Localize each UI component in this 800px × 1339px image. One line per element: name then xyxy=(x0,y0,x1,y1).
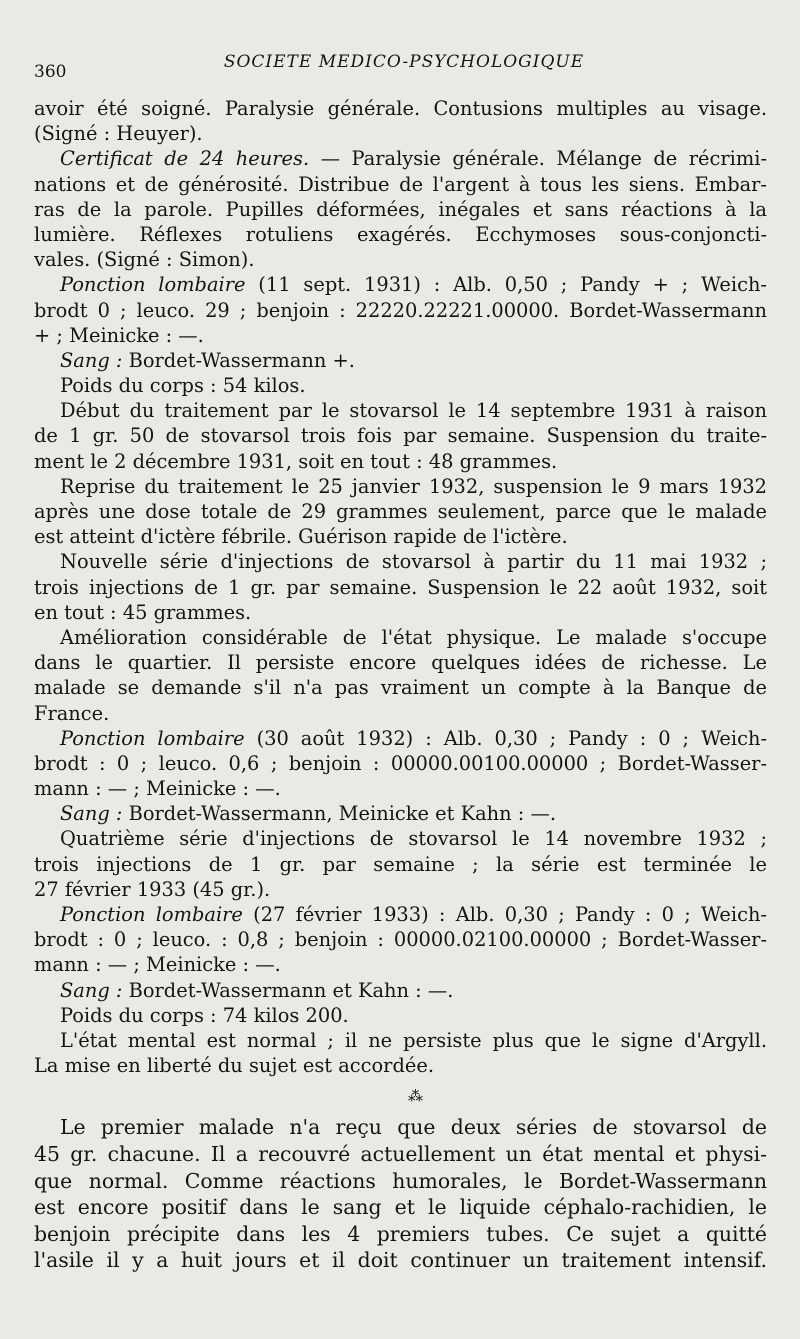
text-line: trois injections de 1 gr. par semaine ; la série est terminée le xyxy=(34,852,767,876)
text-line: Reprise du traitement le 25 janvier 1932, suspension le 9 mars 1932 xyxy=(60,474,767,498)
text-line: Le premier malade n'a reçu que deux séries de stovarsol de xyxy=(60,1115,767,1140)
text-line: avoir été soigné. Paralysie générale. Contusions multiples au visage. xyxy=(34,97,767,120)
text-line: brodt 0 ; leuco. 29 ; benjoin : 22220.22221.00000. Bordet-Wassermann xyxy=(34,298,767,322)
text-line: 27 février 1933 (45 gr.). xyxy=(34,877,271,901)
closing-paragraph xyxy=(34,1114,767,1274)
text-line: de 1 gr. 50 de stovarsol trois fois par semaine. Suspension du traite- xyxy=(34,424,767,448)
text-line: Ponction lombaire (11 sept. 1931) : Alb. 0,50 ; Pandy + ; Weich- xyxy=(60,273,767,297)
text-line: nations et de générosité. Distribue de l'argent à tous les siens. Embar- xyxy=(34,172,767,196)
text-line: Sang : Bordet-Wassermann et Kahn : —. xyxy=(60,978,454,1002)
text-line: Poids du corps : 54 kilos. xyxy=(60,374,306,398)
text-line: malade se demande s'il n'a pas vraiment un compte à la Banque de xyxy=(34,676,767,700)
body-text xyxy=(34,96,767,1274)
text-line: L'état mental est normal ; il ne persiste plus que le signe d'Argyll. xyxy=(60,1028,767,1052)
text-line: Poids du corps : 74 kilos 200. xyxy=(60,1003,349,1027)
text-line: Amélioration considérable de l'état physique. Le malade s'occupe xyxy=(60,625,767,649)
text-line: 45 gr. chacune. Il a recouvré actuellement un état mental et physi- xyxy=(34,1141,767,1166)
text-line: benjoin précipite dans les 4 premiers tubes. Ce sujet a quitté xyxy=(34,1221,767,1246)
text-line: dans le quartier. Il persiste encore quelques idées de richesse. Le xyxy=(34,651,767,675)
running-head: SOCIETE MEDICO-PSYCHOLOGIQUE xyxy=(223,52,585,72)
text-line: lumière. Réflexes rotuliens exagérés. Ecchymoses sous-conjoncti- xyxy=(34,222,767,246)
italic-heading: Ponction lombaire xyxy=(60,726,245,750)
text-line: + ; Meinicke : —. xyxy=(34,323,204,347)
text-line: que normal. Comme réactions humorales, le Bordet-Wassermann xyxy=(34,1168,767,1193)
text-line: ment le 2 décembre 1931, soit en tout : 48 grammes. xyxy=(34,449,558,473)
section-separator: ⁂ xyxy=(408,1087,423,1106)
italic-heading: Sang : xyxy=(60,348,123,372)
text-line: en tout : 45 grammes. xyxy=(34,600,252,624)
text-line: est encore positif dans le sang et le liquide céphalo-rachidien, le xyxy=(34,1195,767,1220)
text-line: Sang : Bordet-Wassermann, Meinicke et Kahn : —. xyxy=(60,802,557,826)
italic-heading: Sang : xyxy=(60,978,123,1002)
text-line: Quatrième série d'injections de stovarsol le 14 novembre 1932 ; xyxy=(60,827,767,851)
text-line: mann : — ; Meinicke : —. xyxy=(34,777,281,801)
text-line: Certificat de 24 heures. — Paralysie générale. Mélange de récrimi- xyxy=(60,147,767,171)
page-number: 360 xyxy=(34,62,67,82)
text-line: (Signé : Heuyer). xyxy=(34,122,203,146)
text-line: brodt : 0 ; leuco. : 0,8 ; benjoin : 00000.02100.00000 ; Bordet-Wasser- xyxy=(34,928,767,952)
text-line: est atteint d'ictère fébrile. Guérison rapide de l'ictère. xyxy=(34,525,568,549)
text-line: après une dose totale de 29 grammes seulement, parce que le malade xyxy=(34,500,767,523)
text-line: vales. (Signé : Simon). xyxy=(34,248,255,272)
text-line: Ponction lombaire (27 février 1933) : Alb. 0,30 ; Pandy : 0 ; Weich- xyxy=(60,903,767,926)
page-header xyxy=(34,50,774,80)
text-line: ras de la parole. Pupilles déformées, inégales et sans réactions à la xyxy=(34,197,767,221)
text-line: Sang : Bordet-Wassermann +. xyxy=(60,348,355,372)
italic-heading: Ponction lombaire xyxy=(60,273,246,297)
text-line: France. xyxy=(34,701,110,725)
italic-heading: Ponction lombaire xyxy=(60,903,243,926)
text-line: Début du traitement par le stovarsol le 14 septembre 1931 à raison xyxy=(60,399,767,423)
text-line: l'asile il y a huit jours et il doit continuer un traitement intensif. xyxy=(34,1248,767,1273)
text-line: brodt : 0 ; leuco. 0,6 ; benjoin : 00000.00100.00000 ; Bordet-Wasser- xyxy=(34,751,767,775)
text-line: trois injections de 1 gr. par semaine. Suspension le 22 août 1932, soit xyxy=(34,575,767,599)
text-line: mann : — ; Meinicke : —. xyxy=(34,953,281,977)
italic-heading: Sang : xyxy=(60,802,123,826)
text-line: Nouvelle série d'injections de stovarsol à partir du 11 mai 1932 ; xyxy=(60,550,767,574)
text-line: La mise en liberté du sujet est accordée. xyxy=(34,1054,434,1078)
text-line: Ponction lombaire (30 août 1932) : Alb. 0,30 ; Pandy : 0 ; Weich- xyxy=(60,726,767,750)
italic-heading: Certificat de 24 heures. xyxy=(60,147,310,171)
case-report xyxy=(34,96,767,1078)
